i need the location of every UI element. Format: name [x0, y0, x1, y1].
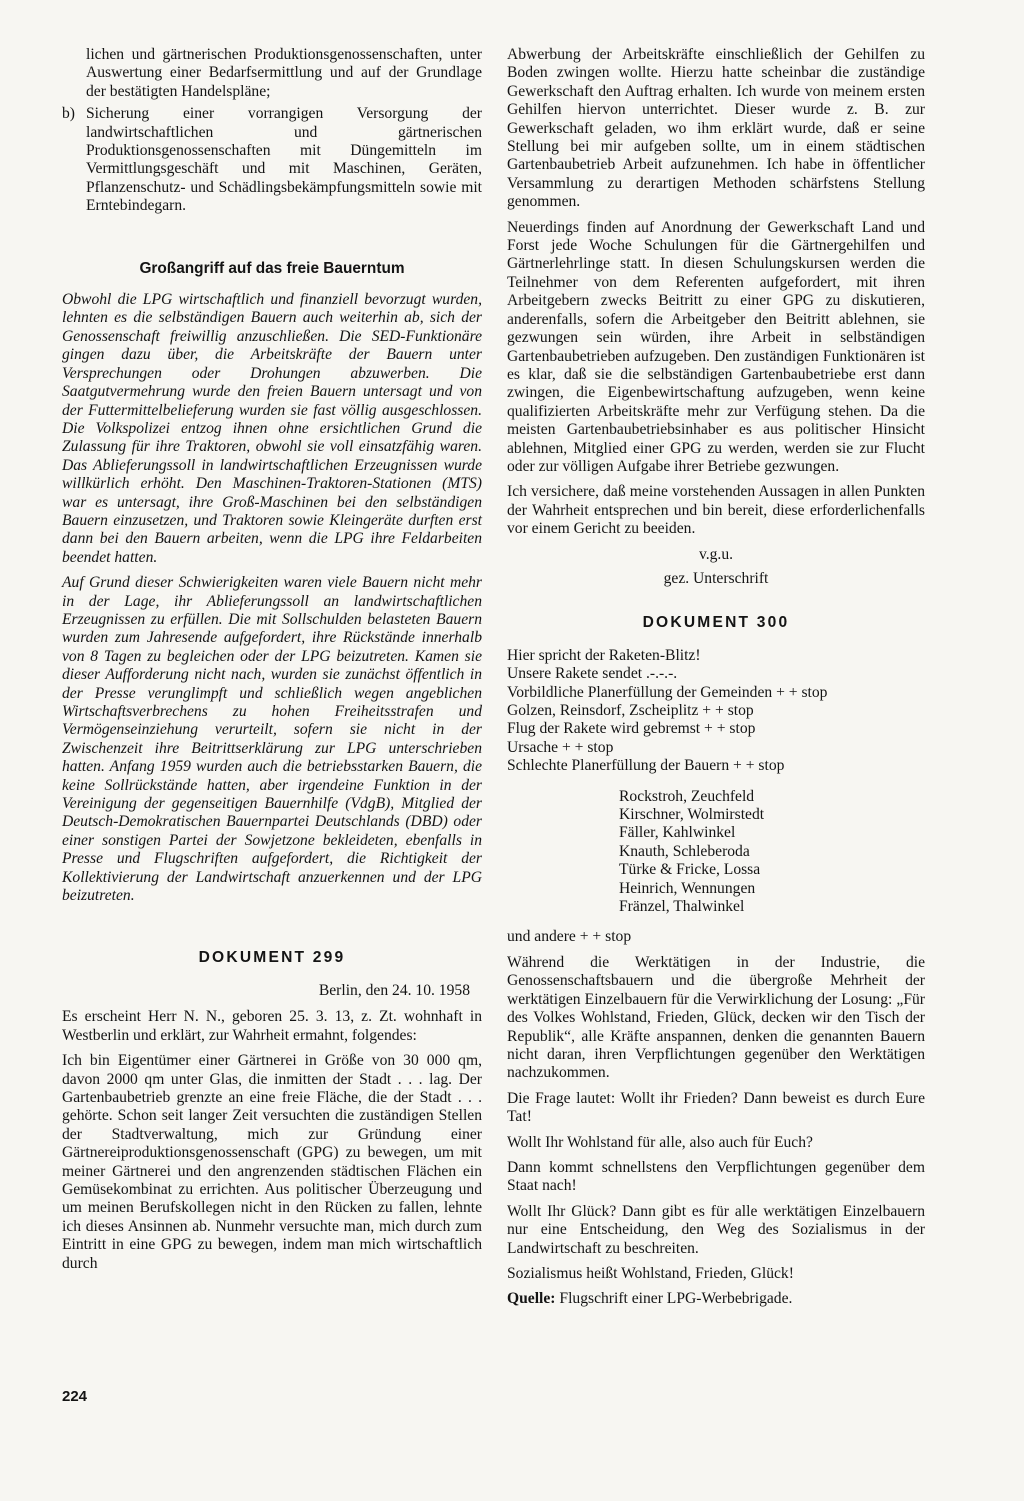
left-column [62, 46, 482, 1280]
document-300-paragraph-6: Sozialismus heißt Wohlstand, Frieden, Glück! [507, 1264, 794, 1282]
document-300-paragraph-4: Dann kommt schnellstens den Verpflichtungen gegenüber dem Staat nach! [507, 1158, 925, 1195]
radio-line: Ursache + + stop [507, 738, 614, 756]
radio-line: Vorbildliche Planerfüllung der Gemeinden + + stop [507, 683, 828, 701]
italic-paragraph-2: Auf Grund dieser Schwierigkeiten waren viele Bauern nicht mehr in der Lage, ihr Ablieferungssoll an landwirtschaftlichen Erzeugnissen zu erfüllen. Die mit Sollschulden belasteten Bauern wurden zum Jahresende aufgefordert, ihre Rückstände innerhalb von 8 Tagen zu begleichen oder der LPG beizutreten. Kamen sie dieser Aufforderung nicht nach, wurden sie zunächst öffentlich in der Presse verunglimpft und schließlich wegen angeblichen Wirtschaftsverbrechens zu hohen Freiheitsstrafen und Vermögenseinziehung verurteilt, sofern sie nicht in der Zwischenzeit ihre Beitrittserklärung zur LPG unterschrieben hatten. Anfang 1959 wurden auch die betriebsstarken Bauern, die keine Sollrückstände hatten, aber irgendeine Funktion in der Vereinigung der gegenseitigen Bauernhilfe (VdgB), Mitglied der Deutsch-Demokratischen Bauernpartei Deutschlands (DBD) oder einer sonstigen Partei der Sowjetzone bekleideten, ebenfalls in Presse und Flugschriften aufgefordert, die Richtigkeit der Kollektivierung der Landwirtschaft anzuerkennen und der LPG beizutreten. [62, 574, 482, 905]
document-300-title: DOKUMENT 300 [642, 614, 790, 632]
radio-message [507, 647, 925, 776]
source-text: Flugschrift einer LPG-Werbebrigade. [555, 1290, 793, 1308]
document-299-dateline: Berlin, den 24. 10. 1958 [318, 981, 470, 999]
source-note [507, 1290, 925, 1308]
section-heading: Großangriff auf das freie Bauerntum [139, 259, 405, 277]
document-299-paragraph-1: Es erscheint Herr N. N., geboren 25. 3. 13, z. Zt. wohnhaft in Westberlin und erklärt, zur Wahrheit ermahnt, folgendes: [62, 1008, 482, 1044]
signature-line: gez. Unterschrift [663, 569, 769, 587]
vgu-note: v.g.u. [698, 545, 734, 563]
farmer-name: Fränzel, Thalwinkel [619, 898, 745, 916]
farmer-name: Fäller, Kahlwinkel [619, 824, 736, 842]
document-300-paragraph-5: Wollt Ihr Glück? Dann gibt es für alle werktätigen Einzelbauern nur eine Entscheidung, den Weg des Sozialismus in der Landwirtschaft zu beschreiten. [507, 1202, 925, 1257]
document-300-paragraph-1: Während die Werktätigen in der Industrie, die Genossenschaftsbauern und die übergroße Mehrheit der werktätigen Einzelbauern für die Verwirklichung der Losung: „Für des Volkes Wohlstand, Frieden, Glück, decken wir den Tisch der Republik“, alle Kräfte anspannen, denken die genannten Bauern nicht daran, ihren Verpflichtungen gegenüber den Werktätigen nachzukommen. [507, 953, 925, 1082]
document-299-paragraph-4: Neuerdings finden auf Anordnung der Gewerkschaft Land und Forst jede Woche Schulungen für die Gärtnergehilfen und Gärtnerlehrlinge statt. In diesen Schulungskursen werden die Teilnehmer von dem Referenten aufgefordert, mit ihren Arbeitgebern zwecks Beitritt zu einer GPG zu diskutieren, anderenfalls, sofern die Arbeitgeber den Beitritt ablehnen, sie gezwungen sein würden, ihre Arbeit in selbständigen Gartenbaubetrieben aufzugeben. Den zuständigen Funktionären ist es klar, daß sie die selbständigen Gartenbaubetriebe erst dann zwingen, die Eigenbewirtschaftung aufzugeben, wenn keine qualifizierten Arbeitskräfte mehr zur Verfügung stehen. Da die meisten Gartenbaubetriebsinhaber es aus politischer Hinsicht ablehnen, Mitglied einer GPG zu werden, werden sie zur Flucht oder zur völligen Aufgabe ihrer Betriebe gezwungen. [507, 218, 925, 475]
enumerated-list [62, 46, 482, 216]
document-300-paragraph-2: Die Frage lautet: Wollt ihr Frieden? Dann beweist es durch Eure Tat! [507, 1089, 925, 1126]
radio-line: Flug der Rakete wird gebremst + + stop [507, 720, 756, 738]
radio-line: Hier spricht der Raketen-Blitz! [507, 646, 701, 664]
farmer-name: Kirschner, Wolmirstedt [619, 806, 765, 824]
farmer-name-list [619, 788, 925, 917]
and-others-line: und andere + + stop [507, 928, 632, 946]
page-number: 224 [62, 1388, 88, 1405]
list-item-b-label: b) [62, 105, 75, 123]
farmer-name: Rockstroh, Zeuchfeld [619, 787, 755, 805]
list-item-a-continuation: lichen und gärtnerischen Produktionsgenossenschaften, unter Auswertung einer Bedarfsermittlung und auf der Grundlage der bestätigten Handelspläne; [86, 46, 482, 100]
list-item-b [62, 105, 482, 215]
source-label: Quelle: [507, 1290, 556, 1308]
document-299-paragraph-3: Abwerbung der Arbeitskräfte einschließlich der Gehilfen zu Boden zwingen wollte. Hierzu hatte scheinbar die zuständige Gewerkschaft den Auftrag erhalten. Ich wurde von meinem ersten Gehilfen hiervon unterrichtet. Dieser wurde z. B. zur Gewerkschaft geladen, wo ihm erklärt wurde, daß er seine Stellung bei mir aufgeben sollte, um in einem städtischen Gartenbaubetrieb Arbeit aufzunehmen. Ich habe in öffentlicher Versammlung zu derartigen Methoden schärfstens Stellung genommen. [507, 46, 925, 211]
list-item-b-text: Sicherung einer vorrangigen Versorgung der landwirtschaftlichen und gärtnerischen Produktionsgenossenschaften mit Düngemitteln im Vermittlungsgeschäft und mit Maschinen, Geräten, Pflanzenschutz- und Schädlingsbekämpfungsmitteln sowie mit Erntebindegarn. [86, 105, 482, 215]
farmer-name: Knauth, Schleberoda [619, 842, 750, 860]
farmer-name: Türke & Fricke, Lossa [619, 861, 761, 879]
document-299-paragraph-5: Ich versichere, daß meine vorstehenden Aussagen in allen Punkten der Wahrheit entsprechen und bin bereit, diese erforderlichenfalls vor einem Gericht zu beeiden. [507, 483, 925, 538]
farmer-name: Heinrich, Wennungen [619, 879, 756, 897]
right-column [507, 46, 925, 1316]
radio-line: Unsere Rakete sendet .-.-.-. [507, 665, 678, 683]
document-299-paragraph-2: Ich bin Eigentümer einer Gärtnerei in Größe von 30 000 qm, davon 2000 qm unter Glas, die inmitten der Stadt . . . lag. Der Gartenbaubetrieb grenzte an eine freie Fläche, die der Stadt . . . gehörte. Schon seit langer Zeit versuchten die zuständigen Stellen der Stadtverwaltung, mich zur Gründung einer Gärtnereiproduktionsgenossenschaft (GPG) zu bewegen, um mit meiner Gärtnerei und den angrenzenden städtischen Flächen ein Gemüsekombinat zu errichten. Aus politischer Überzeugung und um meinen Berufskollegen nicht in den Rücken zu fallen, lehnte ich dieses Ansinnen ab. Nunmehr versuchte man, mich durch zum Eintritt in eine GPG zu bewegen, indem man mich wirtschaftlich durch [62, 1052, 482, 1272]
document-299-title: DOKUMENT 299 [198, 949, 346, 967]
document-300-paragraph-3: Wollt Ihr Wohlstand für alle, also auch für Euch? [507, 1133, 813, 1151]
radio-line: Golzen, Reinsdorf, Zscheiplitz + + stop [507, 702, 754, 719]
radio-line: Schlechte Planerfüllung der Bauern + + stop [507, 757, 785, 775]
italic-paragraph-1: Obwohl die LPG wirtschaftlich und finanziell bevorzugt wurden, lehnten es die selbständigen Bauern auch weiterhin ab, sich der Genossenschaft freiwillig anzuschließen. Die SED-Funktionäre gingen dazu über, die Arbeitskräfte der Bauern unter Versprechungen oder Drohungen abzuwerben. Die Saatgutvermehrung wurde den freien Bauern untersagt und von der Futtermittelbelieferung wurden sie fast völlig ausgeschlossen. Die Volkspolizei entzog ihnen ohne ersichtlichen Grund die Zulassung für ihre Traktoren, obwohl sie voll einsatzfähig waren. Das Ablieferungssoll in landwirtschaftlichen Erzeugnissen wurde willkürlich erhöht. Den Maschinen-Traktoren-Stationen (MTS) war es untersagt, ihre Groß-Maschinen bei den selbständigen Bauern einzusetzen, und Traktoren sowie Kleingeräte durften erst dann bei den Bauern arbeiten, wenn die LPG ihre Feldarbeiten beendet hatten. [62, 291, 482, 566]
